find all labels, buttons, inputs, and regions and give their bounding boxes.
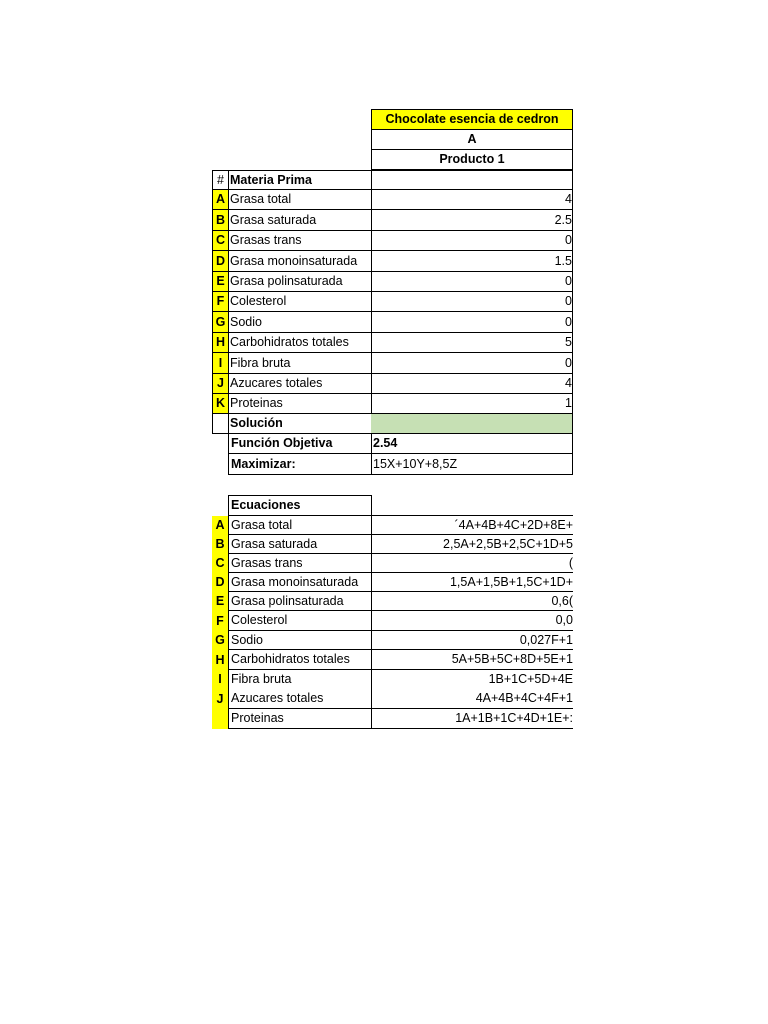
eq-letter-cell[interactable] bbox=[212, 554, 228, 573]
solucion-label-cell[interactable] bbox=[228, 414, 372, 434]
product-name-cell[interactable] bbox=[371, 150, 573, 170]
eq-name: Carbohidratos totales bbox=[231, 652, 350, 667]
row-value: 0 bbox=[565, 294, 572, 309]
row-name: Proteinas bbox=[230, 396, 283, 411]
row-value-cell[interactable] bbox=[371, 353, 573, 373]
eq-equation: 1A+1B+1C+4D+1E+: bbox=[455, 711, 573, 726]
row-letter: K bbox=[215, 396, 226, 411]
row-value-cell[interactable] bbox=[371, 312, 573, 332]
eq-name: Proteinas bbox=[231, 711, 284, 726]
row-letter: B bbox=[215, 212, 226, 227]
row-name: Grasa polinsaturada bbox=[230, 274, 343, 289]
eq-letter: E bbox=[215, 594, 225, 609]
eq-name: Colesterol bbox=[231, 613, 288, 628]
row-letter-cell[interactable] bbox=[212, 374, 229, 394]
row-letter: E bbox=[216, 274, 225, 289]
row-name-cell[interactable] bbox=[228, 210, 372, 230]
hash-header-cell[interactable] bbox=[212, 170, 229, 190]
eq-equation-cell[interactable] bbox=[371, 650, 573, 670]
eq-letter: D bbox=[215, 575, 225, 590]
eq-equation-cell[interactable] bbox=[371, 516, 573, 535]
funcion-objetiva-value-cell[interactable] bbox=[371, 434, 573, 454]
product-title: Chocolate esencia de cedron bbox=[385, 112, 559, 127]
eq-letter-cell[interactable] bbox=[212, 689, 228, 709]
maximizar-value-cell[interactable] bbox=[371, 454, 573, 475]
row-letter: G bbox=[215, 314, 226, 329]
row-name: Grasas trans bbox=[230, 233, 302, 248]
ecuaciones-header-cell[interactable] bbox=[228, 495, 372, 516]
row-value-cell[interactable] bbox=[371, 251, 573, 271]
row-letter: F bbox=[216, 294, 225, 309]
materia-prima-header-cell[interactable] bbox=[228, 170, 372, 190]
eq-letter: J bbox=[216, 691, 224, 706]
eq-letter: H bbox=[215, 652, 225, 667]
row-letter: D bbox=[215, 253, 226, 268]
column-letter-cell[interactable] bbox=[371, 130, 573, 150]
eq-letter-cell[interactable] bbox=[212, 709, 228, 729]
solucion-spacer-cell[interactable] bbox=[212, 414, 229, 434]
eq-letter-cell[interactable] bbox=[212, 535, 228, 554]
row-value-cell[interactable] bbox=[371, 272, 573, 292]
eq-equation: 1,5A+1,5B+1,5C+1D+ bbox=[449, 574, 573, 589]
eq-name: Grasa total bbox=[231, 517, 293, 532]
row-name-cell[interactable] bbox=[228, 231, 372, 251]
row-value-cell[interactable] bbox=[371, 374, 573, 394]
eq-equation-cell[interactable] bbox=[371, 535, 573, 554]
row-value-cell[interactable] bbox=[371, 292, 573, 312]
eq-name-cell[interactable] bbox=[228, 573, 372, 592]
ecuaciones-header: Ecuaciones bbox=[231, 498, 301, 513]
row-value: 0 bbox=[565, 274, 572, 289]
eq-equation: 2,5A+2,5B+2,5C+1D+5 bbox=[443, 536, 573, 551]
eq-name: Grasas trans bbox=[231, 555, 303, 570]
eq-name-cell[interactable] bbox=[228, 631, 372, 650]
eq-equation: 0,6( bbox=[551, 593, 573, 608]
row-letter-cell[interactable] bbox=[212, 333, 229, 353]
row-value-cell[interactable] bbox=[371, 333, 573, 353]
row-value: 4 bbox=[565, 192, 572, 207]
row-name: Carbohidratos totales bbox=[230, 335, 349, 350]
row-letter-cell[interactable] bbox=[212, 251, 229, 271]
eq-name-cell[interactable] bbox=[228, 554, 372, 573]
maximizar-value: 15X+10Y+8,5Z bbox=[373, 456, 458, 471]
eq-name-cell[interactable] bbox=[228, 535, 372, 554]
eq-letter: F bbox=[216, 613, 224, 628]
row-letter-cell[interactable] bbox=[212, 353, 229, 373]
eq-letter-cell[interactable] bbox=[212, 650, 228, 670]
eq-equation: 5A+5B+5C+8D+5E+1 bbox=[451, 652, 573, 667]
row-letter: J bbox=[217, 376, 224, 391]
eq-name-cell[interactable] bbox=[228, 670, 372, 689]
eq-equation: 1B+1C+5D+4E bbox=[488, 672, 573, 687]
row-value: 1 bbox=[565, 396, 572, 411]
eq-letter-cell[interactable] bbox=[212, 670, 228, 689]
eq-name: Azucares totales bbox=[231, 691, 324, 706]
row-value: 0 bbox=[565, 355, 572, 370]
eq-equation-cell[interactable] bbox=[371, 631, 573, 650]
eq-letter: G bbox=[215, 633, 225, 648]
row-value: 0 bbox=[565, 233, 572, 248]
row-name-cell[interactable] bbox=[228, 353, 372, 373]
row-letter-cell[interactable] bbox=[212, 272, 229, 292]
eq-name-cell[interactable] bbox=[228, 650, 372, 670]
row-name-cell[interactable] bbox=[228, 333, 372, 353]
eq-name-cell[interactable] bbox=[228, 709, 372, 729]
eq-name-cell[interactable] bbox=[228, 611, 372, 631]
eq-name: Fibra bruta bbox=[231, 672, 292, 687]
eq-equation-cell[interactable] bbox=[371, 592, 573, 611]
row-letter-cell[interactable] bbox=[212, 394, 229, 414]
row-letter: H bbox=[215, 335, 226, 350]
eq-letter: I bbox=[218, 672, 222, 687]
eq-equation-cell[interactable] bbox=[371, 554, 573, 573]
row-value: 0 bbox=[565, 314, 572, 329]
row-name-cell[interactable] bbox=[228, 292, 372, 312]
row-letter-cell[interactable] bbox=[212, 292, 229, 312]
row-value: 5 bbox=[565, 335, 572, 350]
row-value-cell[interactable] bbox=[371, 190, 573, 210]
row-name: Sodio bbox=[230, 314, 262, 329]
row-value-cell[interactable] bbox=[371, 210, 573, 230]
eq-letter: A bbox=[215, 518, 225, 533]
eq-equation: 0,027F+1 bbox=[519, 632, 573, 647]
row-name-cell[interactable] bbox=[228, 394, 372, 414]
row-name-cell[interactable] bbox=[228, 312, 372, 332]
value-header-cell[interactable] bbox=[371, 170, 573, 190]
solucion-value-cell[interactable] bbox=[371, 414, 573, 434]
eq-letter: B bbox=[215, 537, 225, 552]
row-name-cell[interactable] bbox=[228, 374, 372, 394]
hash-header: # bbox=[217, 172, 224, 187]
maximizar-label: Maximizar: bbox=[231, 456, 296, 471]
eq-name: Grasa saturada bbox=[231, 536, 318, 551]
solucion-label: Solución bbox=[230, 416, 283, 431]
row-letter: C bbox=[215, 233, 226, 248]
eq-equation: ( bbox=[568, 555, 573, 570]
eq-letter-cell[interactable] bbox=[212, 592, 228, 611]
eq-equation: 4A+4B+4C+4F+1 bbox=[475, 691, 573, 706]
eq-equation-cell[interactable] bbox=[371, 709, 573, 729]
funcion-objetiva-value: 2.54 bbox=[373, 436, 398, 451]
eq-letter-cell[interactable] bbox=[212, 573, 228, 592]
eq-letter-cell[interactable] bbox=[212, 631, 228, 650]
row-value: 2.5 bbox=[554, 212, 572, 227]
row-name-cell[interactable] bbox=[228, 272, 372, 292]
eq-letter-cell[interactable] bbox=[212, 611, 228, 631]
eq-name-cell[interactable] bbox=[228, 516, 372, 535]
eq-letter-cell[interactable] bbox=[212, 516, 228, 535]
row-letter: I bbox=[218, 355, 223, 370]
row-value-cell[interactable] bbox=[371, 231, 573, 251]
row-name-cell[interactable] bbox=[228, 190, 372, 210]
eq-equation-cell[interactable] bbox=[371, 611, 573, 631]
eq-equation-cell[interactable] bbox=[371, 689, 573, 709]
row-letter-cell[interactable] bbox=[212, 231, 229, 251]
row-letter: A bbox=[215, 192, 226, 207]
row-name: Grasa total bbox=[230, 192, 292, 207]
row-value-cell[interactable] bbox=[371, 394, 573, 414]
row-name: Grasa saturada bbox=[230, 212, 317, 227]
product-name: Producto 1 bbox=[439, 152, 505, 167]
row-name: Fibra bruta bbox=[230, 355, 291, 370]
eq-equation: ´4A+4B+4C+2D+8E+ bbox=[454, 517, 573, 532]
row-name-cell[interactable] bbox=[228, 251, 372, 271]
eq-equation-cell[interactable] bbox=[371, 573, 573, 592]
row-name: Azucares totales bbox=[230, 376, 323, 391]
eq-name-cell[interactable] bbox=[228, 689, 372, 709]
eq-name-cell[interactable] bbox=[228, 592, 372, 611]
materia-prima-header: Materia Prima bbox=[230, 172, 312, 187]
row-name: Colesterol bbox=[230, 294, 287, 309]
eq-name: Grasa polinsaturada bbox=[231, 593, 344, 608]
row-name: Grasa monoinsaturada bbox=[230, 253, 358, 268]
funcion-objetiva-label: Función Objetiva bbox=[231, 436, 333, 451]
row-letter-cell[interactable] bbox=[212, 190, 229, 210]
funcion-objetiva-label-cell[interactable] bbox=[228, 434, 372, 454]
maximizar-label-cell[interactable] bbox=[228, 454, 372, 475]
row-letter-cell[interactable] bbox=[212, 312, 229, 332]
row-value: 4 bbox=[565, 376, 572, 391]
eq-name: Sodio bbox=[231, 632, 263, 647]
eq-equation-cell[interactable] bbox=[371, 670, 573, 689]
row-value: 1.5 bbox=[554, 253, 572, 268]
eq-name: Grasa monoinsaturada bbox=[231, 574, 359, 589]
eq-letter: C bbox=[215, 556, 225, 571]
eq-equation: 0,0 bbox=[555, 613, 573, 628]
product-title-cell[interactable] bbox=[371, 109, 573, 130]
row-letter-cell[interactable] bbox=[212, 210, 229, 230]
column-letter: A bbox=[467, 132, 477, 147]
